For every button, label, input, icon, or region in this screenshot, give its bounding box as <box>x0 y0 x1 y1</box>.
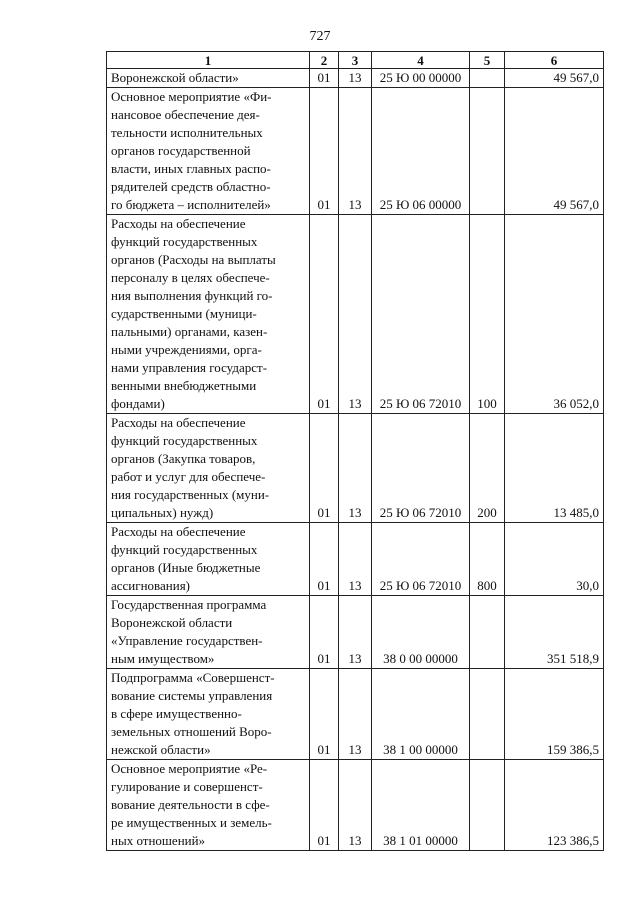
row-name-line: земельных отношений Воро- <box>111 724 272 739</box>
subsection-cell: 13 <box>339 669 372 760</box>
subsection-cell: 13 <box>339 215 372 414</box>
budget-table <box>106 51 604 851</box>
section-cell: 01 <box>310 669 339 760</box>
section-cell: 01 <box>310 88 339 215</box>
expense-type-cell <box>470 69 505 88</box>
table-header-row <box>107 52 604 69</box>
row-name-line: органов государственной <box>111 143 251 158</box>
amount-cell: 49 567,0 <box>505 88 604 215</box>
table-row <box>107 523 604 596</box>
row-name-line: рядителей средств областно- <box>111 179 271 194</box>
subsection-cell: 13 <box>339 88 372 215</box>
row-name-line: Воронежской области» <box>111 70 239 85</box>
column-header-1: 1 <box>107 52 310 69</box>
amount-cell: 30,0 <box>505 523 604 596</box>
target-article-cell: 38 1 00 00000 <box>372 669 470 760</box>
amount-cell: 123 386,5 <box>505 760 604 851</box>
row-name-cell <box>107 596 310 669</box>
table-row <box>107 669 604 760</box>
row-name-line: ными учреждениями, орга- <box>111 342 262 357</box>
section-cell: 01 <box>310 760 339 851</box>
expense-type-cell: 200 <box>470 414 505 523</box>
row-name-line: Подпрограмма «Совершенст- <box>111 670 275 685</box>
target-article-cell: 25 Ю 06 72010 <box>372 523 470 596</box>
row-name-line: нами управления государст- <box>111 360 268 375</box>
row-name-line: «Управление государствен- <box>111 633 263 648</box>
row-name-line: Расходы на обеспечение <box>111 216 246 231</box>
row-name-line: вование деятельности в сфе- <box>111 797 270 812</box>
row-name-line: ния выполнения функций го- <box>111 288 273 303</box>
column-header-4: 4 <box>372 52 470 69</box>
table-row <box>107 69 604 88</box>
row-name-line: в сфере имущественно- <box>111 706 242 721</box>
row-name-line: ния государственных (муни- <box>111 487 270 502</box>
row-name-line: Основное мероприятие «Ре- <box>111 761 268 776</box>
row-name-cell <box>107 760 310 851</box>
table-row <box>107 414 604 523</box>
row-name-line: функций государственных <box>111 234 258 249</box>
expense-type-cell <box>470 669 505 760</box>
expense-type-cell <box>470 760 505 851</box>
row-name-line: органов (Иные бюджетные <box>111 560 261 575</box>
column-header-5: 5 <box>470 52 505 69</box>
row-name-line: сударственными (муници- <box>111 306 257 321</box>
amount-cell: 36 052,0 <box>505 215 604 414</box>
section-cell: 01 <box>310 596 339 669</box>
row-name-line: органов (Расходы на выплаты <box>111 252 276 267</box>
target-article-cell: 25 Ю 06 72010 <box>372 215 470 414</box>
table-row <box>107 215 604 414</box>
row-name-line: функций государственных <box>111 433 258 448</box>
amount-cell: 159 386,5 <box>505 669 604 760</box>
row-name-line: Расходы на обеспечение <box>111 524 246 539</box>
target-article-cell: 25 Ю 06 00000 <box>372 88 470 215</box>
subsection-cell: 13 <box>339 523 372 596</box>
expense-type-cell: 800 <box>470 523 505 596</box>
expense-type-cell <box>470 88 505 215</box>
row-name-line: вование системы управления <box>111 688 273 703</box>
row-name-line: ным имуществом» <box>111 651 215 666</box>
row-name-line: ассигнования) <box>111 578 191 593</box>
row-name-line: тельности исполнительных <box>111 125 263 140</box>
subsection-cell: 13 <box>339 69 372 88</box>
row-name-cell <box>107 669 310 760</box>
amount-cell: 49 567,0 <box>505 69 604 88</box>
column-header-6: 6 <box>505 52 604 69</box>
section-cell: 01 <box>310 215 339 414</box>
row-name-line: Государственная программа <box>111 597 267 612</box>
subsection-cell: 13 <box>339 414 372 523</box>
subsection-cell: 13 <box>339 596 372 669</box>
row-name-cell <box>107 215 310 414</box>
row-name-cell <box>107 88 310 215</box>
row-name-line: персоналу в целях обеспече- <box>111 270 270 285</box>
subsection-cell: 13 <box>339 760 372 851</box>
row-name-cell <box>107 523 310 596</box>
page-number: 727 <box>309 29 331 44</box>
row-name-line: фондами) <box>111 396 165 411</box>
table-row <box>107 760 604 851</box>
table-row <box>107 596 604 669</box>
row-name-cell <box>107 414 310 523</box>
target-article-cell: 25 Ю 06 72010 <box>372 414 470 523</box>
row-name-line: органов (Закупка товаров, <box>111 451 256 466</box>
row-name-line: венными внебюджетными <box>111 378 257 393</box>
row-name-line: нансовое обеспечение дея- <box>111 107 260 122</box>
section-cell: 01 <box>310 523 339 596</box>
row-name-line: го бюджета – исполнителей» <box>111 197 271 212</box>
target-article-cell: 38 0 00 00000 <box>372 596 470 669</box>
target-article-cell: 25 Ю 00 00000 <box>372 69 470 88</box>
row-name-line: ре имущественных и земель- <box>111 815 272 830</box>
amount-cell: 13 485,0 <box>505 414 604 523</box>
column-header-2: 2 <box>310 52 339 69</box>
row-name-cell <box>107 69 310 88</box>
row-name-line: работ и услуг для обеспече- <box>111 469 266 484</box>
row-name-line: Основное мероприятие «Фи- <box>111 89 272 104</box>
row-name-line: нежской области» <box>111 742 211 757</box>
column-header-3: 3 <box>339 52 372 69</box>
expense-type-cell <box>470 596 505 669</box>
row-name-line: функций государственных <box>111 542 258 557</box>
amount-cell: 351 518,9 <box>505 596 604 669</box>
section-cell: 01 <box>310 414 339 523</box>
row-name-line: Воронежской области <box>111 615 233 630</box>
row-name-line: власти, иных главных распо- <box>111 161 271 176</box>
row-name-line: Расходы на обеспечение <box>111 415 246 430</box>
row-name-line: ных отношений» <box>111 833 206 848</box>
section-cell: 01 <box>310 69 339 88</box>
target-article-cell: 38 1 01 00000 <box>372 760 470 851</box>
row-name-line: ципальных) нужд) <box>111 505 214 520</box>
table-row <box>107 88 604 215</box>
expense-type-cell: 100 <box>470 215 505 414</box>
row-name-line: гулирование и совершенст- <box>111 779 263 794</box>
row-name-line: пальными) органами, казен- <box>111 324 268 339</box>
